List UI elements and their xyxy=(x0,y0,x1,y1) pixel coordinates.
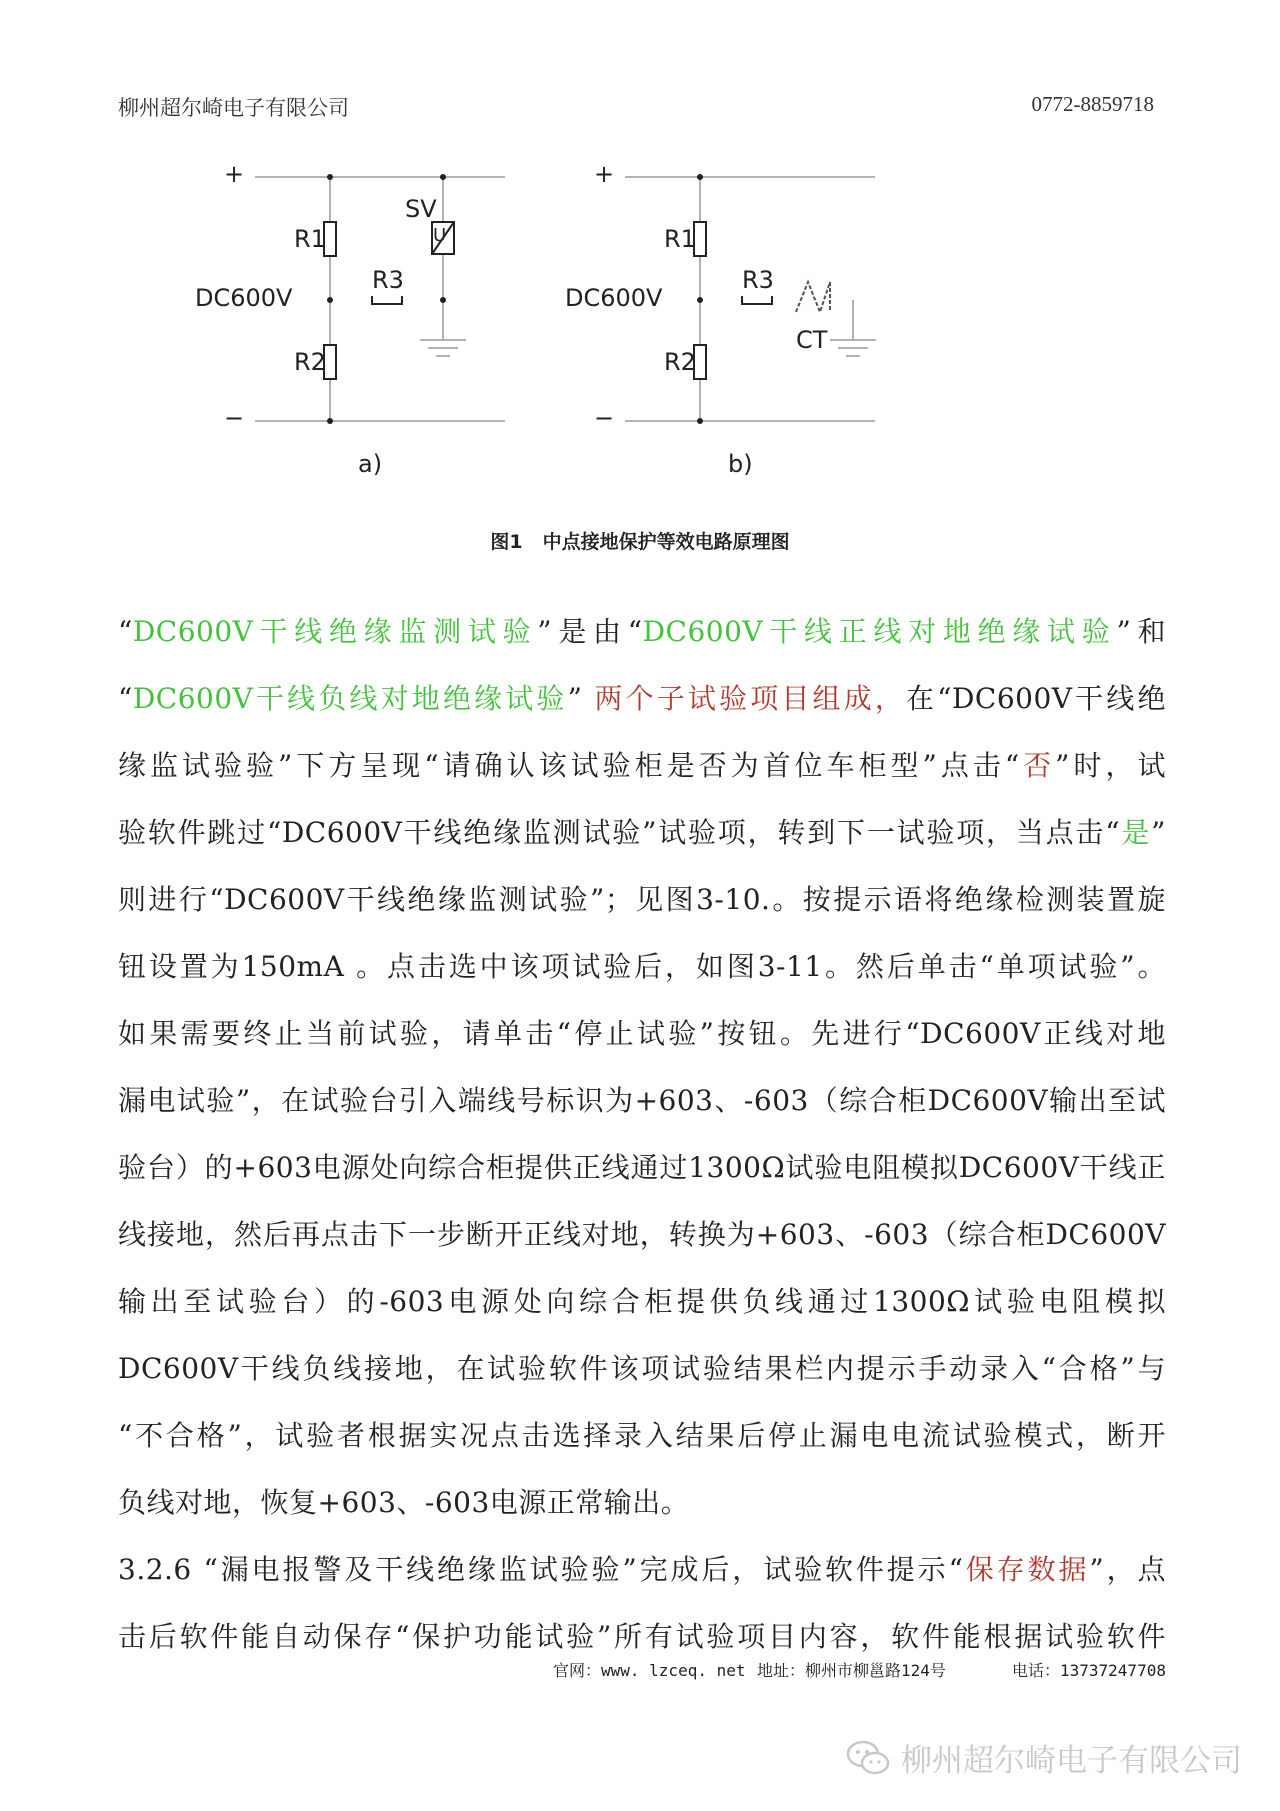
text-line: “DC600V干线负线对地绝缘试验” 两个子试验项目组成，在“DC600V干线绝 xyxy=(118,682,1166,715)
text-line: 钮设置为150mA 。点击选中该项试验后，如图3-11。然后单击“单项试验”。 xyxy=(118,950,1166,983)
resistor-r3-b xyxy=(742,296,772,304)
text-line: 缘监试验验”下方呈现“请确认该试验柜是否为首位车柜型”点击“否”时，试 xyxy=(118,749,1166,782)
circuit-b xyxy=(625,177,876,421)
caption-number: 图1 xyxy=(490,531,523,553)
ct-symbol xyxy=(796,282,830,312)
text-line: 输出至试验台）的-603电源处向综合柜提供负线通过1300Ω试验电阻模拟 xyxy=(118,1285,1166,1318)
text-line: 则进行“DC600V干线绝缘监测试验”；见图3-10.。按提示语将绝缘检测装置旋 xyxy=(118,883,1166,916)
text-line: 线接地，然后再点击下一步断开正线对地，转换为+603、-603（综合柜DC600V xyxy=(118,1218,1166,1251)
text-line: 如果需要终止当前试验，请单击“停止试验”按钮。先进行“DC600V正线对地 xyxy=(118,1017,1166,1050)
circuit-diagram xyxy=(0,0,1280,520)
document-body xyxy=(118,598,1166,1670)
label-r1-b: R1 xyxy=(664,225,696,253)
text-line: 漏电试验”，在试验台引入端线号标识为+603、-603（综合柜DC600V输出至试 xyxy=(118,1084,1166,1117)
header-phone: 0772-8859718 xyxy=(1031,92,1154,116)
wechat-icon xyxy=(845,1738,891,1778)
label-r3-a: R3 xyxy=(372,266,404,294)
text-line: DC600V干线负线接地，在试验软件该项试验结果栏内提示手动录入“合格”与 xyxy=(118,1352,1166,1385)
circuit-a xyxy=(255,177,505,421)
label-voltage-a: DC600V xyxy=(195,284,293,312)
label-sv: SV xyxy=(405,195,437,223)
text-line: 击后软件能自动保存“保护功能试验”所有试验项目内容，软件能根据试验软件 xyxy=(118,1620,1166,1653)
minus-b: − xyxy=(594,404,615,432)
text-line: 负线对地，恢复+603、-603电源正常输出。 xyxy=(118,1486,690,1519)
minus-a: − xyxy=(224,404,245,432)
label-r3-b: R3 xyxy=(742,266,774,294)
figure-caption xyxy=(0,527,1280,554)
resistor-r3-a xyxy=(372,296,402,304)
label-u: U xyxy=(433,225,447,246)
label-r1-a: R1 xyxy=(294,225,326,253)
footer-phone: 电话：13737247708 xyxy=(1012,1661,1166,1680)
label-voltage-b: DC600V xyxy=(565,284,663,312)
header-company: 柳州超尔崎电子有限公司 xyxy=(118,96,349,120)
label-ct: CT xyxy=(796,326,828,354)
label-a: a) xyxy=(358,450,383,478)
text-line: “不合格”，试验者根据实况点击选择录入结果后停止漏电电流试验模式，断开 xyxy=(118,1419,1166,1452)
footer-address: 地址：柳州市柳邕路124号 xyxy=(757,1661,946,1680)
plus-b: + xyxy=(594,160,615,188)
label-r2-a: R2 xyxy=(294,348,326,376)
text-line: “DC600V干线绝缘监测试验”是由“DC600V干线正线对地绝缘试验”和 xyxy=(118,615,1166,648)
caption-text: 中点接地保护等效电路原理图 xyxy=(542,531,790,553)
footer-website: 官网：www. lzceq. net xyxy=(553,1661,746,1680)
watermark-text: 柳州超尔崎电子有限公司 xyxy=(901,1743,1242,1779)
watermark xyxy=(845,1735,1242,1780)
text-line: 验台）的+603电源处向综合柜提供正线通过1300Ω试验电阻模拟DC600V干线正 xyxy=(118,1151,1166,1184)
circuit-b-components xyxy=(694,222,830,379)
label-b: b) xyxy=(728,450,753,478)
plus-a: + xyxy=(224,160,245,188)
text-line: 3.2.6 “漏电报警及干线绝缘监试验验”完成后，试验软件提示“保存数据”，点 xyxy=(118,1553,1166,1586)
text-line: 验软件跳过“DC600V干线绝缘监测试验”试验项，转到下一试验项，当点击“是” xyxy=(118,816,1166,849)
label-r2-b: R2 xyxy=(664,348,696,376)
